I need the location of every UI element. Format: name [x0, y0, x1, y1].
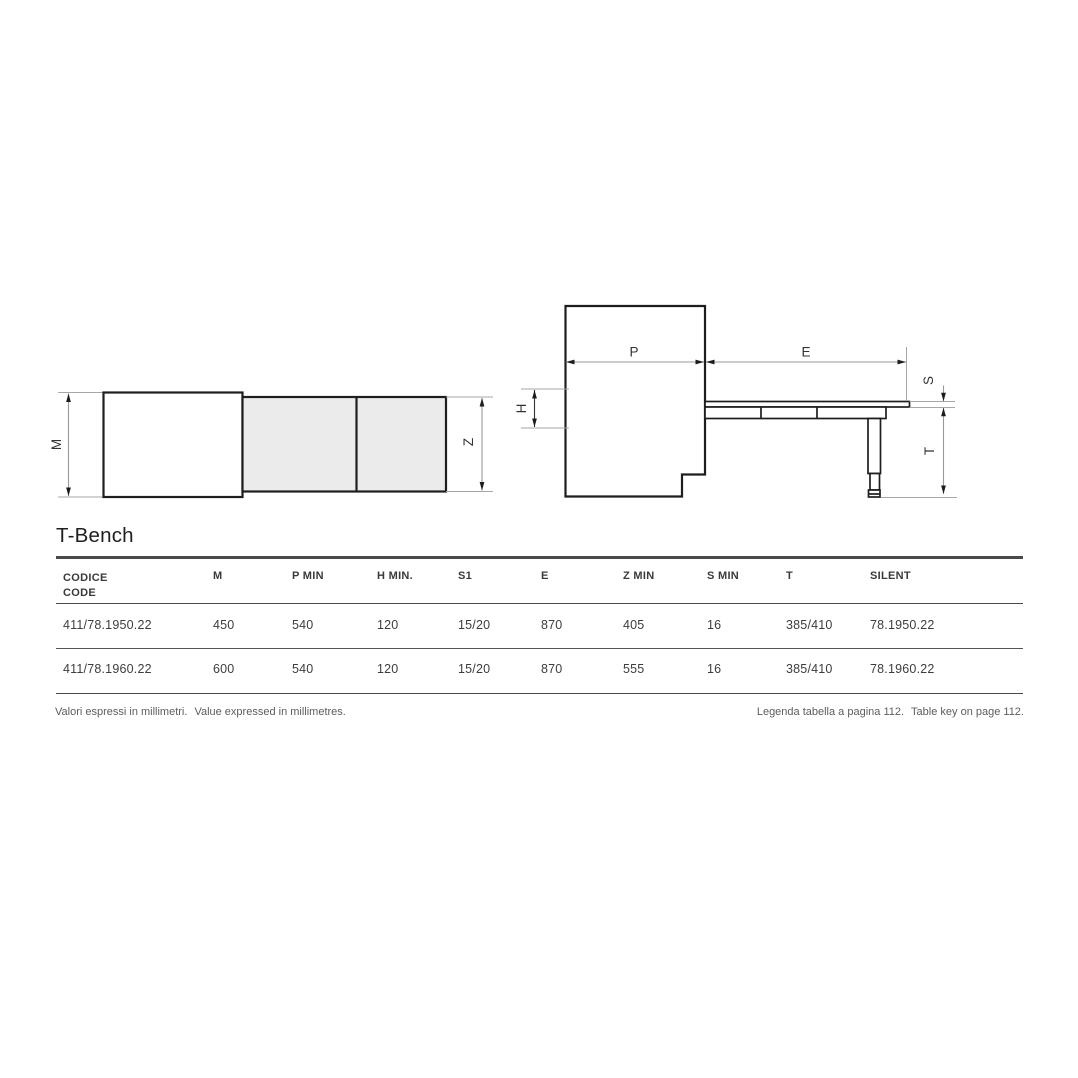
plan-view-diagram	[49, 393, 493, 498]
dim-label-t: T	[922, 446, 937, 456]
s-dimension	[910, 386, 956, 408]
plan-cabinet-body	[104, 393, 243, 498]
side-view-diagram	[514, 306, 957, 498]
cell-m: 450	[213, 617, 235, 632]
legend-note-en: Table key on page 112.	[911, 706, 1024, 718]
cell-code: 411/78.1950.22	[63, 617, 152, 632]
legend-note	[757, 706, 1024, 718]
cell-p-min: 540	[292, 617, 314, 632]
table-header-row	[56, 559, 1023, 604]
plan-bench-body	[243, 397, 447, 492]
col-header-t: T	[786, 569, 794, 582]
units-note-en: Value expressed in millimetres.	[194, 706, 346, 718]
dim-label-h: H	[514, 403, 529, 414]
cell-m: 600	[213, 662, 235, 676]
cell-z-min: 555	[623, 662, 645, 676]
col-header-p-min: P MIN	[292, 569, 324, 582]
col-header-e: E	[541, 569, 549, 582]
cell-s-min: 16	[707, 617, 722, 632]
col-header-code-it: CODICE	[63, 571, 108, 584]
col-header-h-min: H MIN.	[377, 569, 414, 582]
dim-label-e: E	[801, 344, 811, 360]
legend-note-it: Legenda tabella a pagina 112.	[756, 706, 905, 718]
side-bench-frame	[705, 407, 886, 419]
col-header-z-min: Z MIN	[623, 569, 655, 582]
col-header-s-min: S MIN	[707, 569, 740, 582]
dim-label-s: S	[921, 375, 936, 386]
table-row	[56, 604, 1023, 650]
units-note-it: Valori espressi in millimetri.	[55, 706, 188, 718]
cell-h-min: 120	[377, 617, 399, 632]
cell-z-min: 405	[623, 617, 645, 632]
m-dimension	[58, 393, 103, 498]
col-header-s1: S1	[458, 569, 473, 582]
cell-t: 385/410	[786, 662, 833, 676]
dim-label-m: M	[49, 438, 64, 451]
cell-p-min: 540	[292, 662, 314, 676]
cell-s1: 15/20	[458, 662, 491, 676]
col-header-code-en: CODE	[63, 586, 96, 599]
side-cabinet-outline	[566, 306, 706, 497]
cell-code: 411/78.1960.22	[63, 662, 152, 676]
cell-t: 385/410	[786, 617, 833, 632]
cell-s-min: 16	[707, 662, 722, 676]
cell-silent: 78.1960.22	[870, 662, 935, 676]
units-note	[55, 706, 346, 718]
table-row	[56, 648, 1023, 694]
cell-s1: 15/20	[458, 617, 491, 632]
product-title: T-Bench	[56, 524, 134, 547]
cell-h-min: 120	[377, 662, 399, 676]
technical-diagrams	[0, 0, 1078, 520]
cell-e: 870	[541, 617, 563, 632]
side-bench-leg	[868, 419, 881, 498]
cell-e: 870	[541, 662, 563, 676]
col-header-m: M	[213, 569, 223, 582]
col-header-code	[63, 571, 108, 601]
dim-label-p: P	[629, 344, 639, 360]
cell-silent: 78.1950.22	[870, 617, 935, 632]
dim-label-z: Z	[461, 437, 476, 447]
col-header-silent: SILENT	[870, 569, 911, 582]
